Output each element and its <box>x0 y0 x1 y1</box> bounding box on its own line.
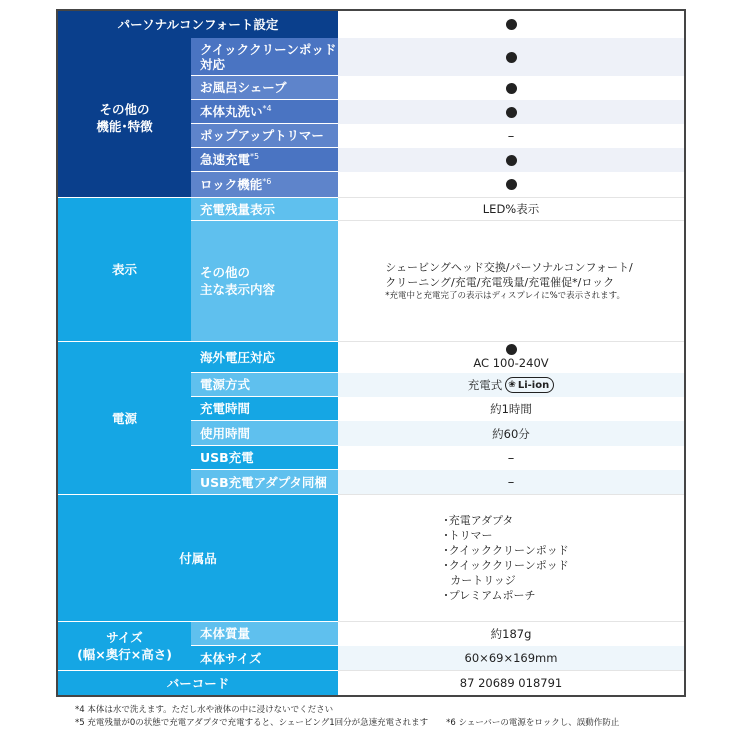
usb-charge-label: USB充電 <box>191 446 338 470</box>
accessory-item: ･クイッククリーンポッド <box>443 544 569 557</box>
usb-adapter-label: USB充電アダプタ同梱 <box>191 470 338 494</box>
power-source-label: 電源方式 <box>191 373 338 397</box>
accessory-item: ･プレミアムポーチ <box>443 589 536 602</box>
other-display-label: その他の 主な表示内容 <box>191 221 338 341</box>
footnote-ref-4: *4 <box>262 104 272 113</box>
display-content-line: クリーニング/充電/充電残量/充電催促*/ロック <box>385 275 615 289</box>
voltage-text: AC 100-240V <box>473 356 549 370</box>
category-other-features: その他の 機能･特徴 <box>58 38 191 197</box>
footnote-4 <box>75 703 351 715</box>
dimensions-value: 60×69×169mm <box>338 646 684 670</box>
popup-trimmer-value: – <box>338 124 684 148</box>
weight-value: 約187g <box>338 621 684 646</box>
body-wash-text: 本体丸洗い <box>200 104 263 119</box>
dimensions-label: 本体サイズ <box>191 646 338 670</box>
accessory-item: カートリッジ <box>443 574 516 587</box>
battery-display-value: LED%表示 <box>338 197 684 221</box>
weight-label: 本体質量 <box>191 621 338 646</box>
power-source-text: 充電式 <box>467 378 503 392</box>
category-display: 表示 <box>58 197 191 341</box>
footnote-5-6 <box>75 716 637 728</box>
accessory-item: ･充電アダプタ <box>443 514 514 527</box>
table-border <box>56 9 686 697</box>
personal-comfort-label: パーソナルコンフォート設定 <box>58 11 338 38</box>
li-ion-text: Li-ion <box>517 379 550 391</box>
usb-adapter-value: – <box>338 470 684 494</box>
accessory-item: ･トリマー <box>443 529 493 542</box>
barcode-label: バーコード <box>58 670 338 695</box>
footnote-6-text: *6 シェーバーの電源をロックし、誤動作防止 <box>446 718 620 728</box>
use-time-label: 使用時間 <box>191 421 338 446</box>
charge-time-value: 約1時間 <box>338 397 684 421</box>
use-time-value: 約60分 <box>338 421 684 446</box>
display-content-note: *充電中と充電完了の表示はディスプレイに%で表示されます。 <box>385 290 625 301</box>
charge-time-label: 充電時間 <box>191 397 338 421</box>
category-power: 電源 <box>58 341 191 494</box>
footnote-ref-5: *5 <box>250 152 260 161</box>
quick-charge-text: 急速充電 <box>200 152 251 167</box>
quick-clean-pod-label: クイッククリーンポッド 対応 <box>191 38 338 76</box>
display-content-line: シェービングヘッド交換/パーソナルコンフォート/ <box>385 260 633 274</box>
battery-display-label: 充電残量表示 <box>191 197 338 221</box>
accessory-item: ･クイッククリーンポッド <box>443 559 569 572</box>
bath-shave-label: お風呂シェーブ <box>191 76 338 100</box>
leaf-icon: ❀ <box>508 380 516 390</box>
lock-text: ロック機能 <box>200 177 263 192</box>
usb-charge-value: – <box>338 446 684 470</box>
barcode-value: 87 20689 018791 <box>338 670 684 695</box>
footnote-4-text: *4 本体は水で洗えます。ただし水や液体の中に浸けないでください <box>75 705 334 715</box>
category-size: サイズ (幅×奥行×高さ) <box>58 621 191 670</box>
footnote-5-text: *5 充電残量が0の状態で充電アダプタで充電すると、シェービング1回分が急速充電されます <box>75 718 429 728</box>
category-accessories: 付属品 <box>58 494 338 621</box>
footnote-ref-6: *6 <box>262 177 272 186</box>
voltage-label: 海外電圧対応 <box>191 341 338 373</box>
popup-trimmer-label: ポップアップトリマー <box>191 124 338 148</box>
